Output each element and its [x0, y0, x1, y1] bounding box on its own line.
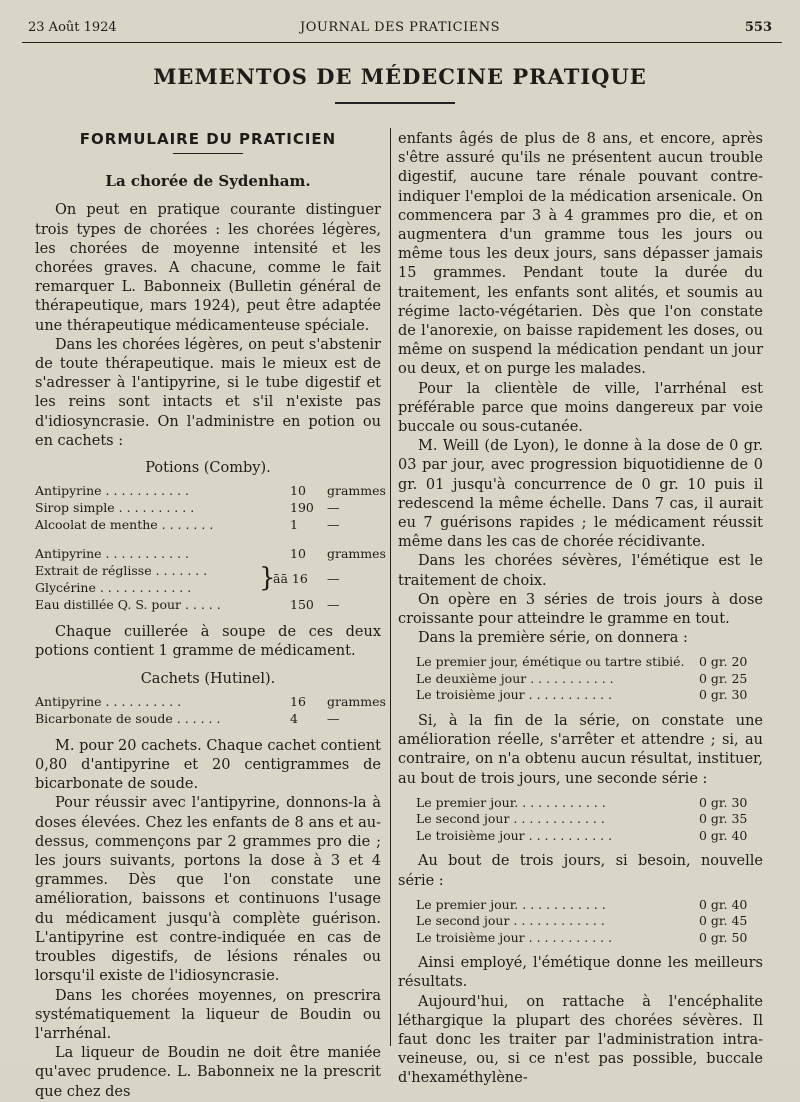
main-title: MEMENTOS DE MÉDECINE PRATIQUE: [153, 64, 647, 89]
cachets-title: Cachets (Hutinel).: [140, 670, 276, 687]
title-rule: [335, 102, 455, 104]
dose-series-2: [416, 795, 763, 845]
left-column: [35, 130, 386, 1102]
formula-row: Antipyrine . . . . . . . . . . . 10 grammes: [35, 483, 386, 499]
paragraph: Dans la première série, on donnera :: [418, 630, 688, 647]
formula-row: Alcoolat de menthe . . . . . . . 1 —: [35, 517, 340, 533]
dose-row: Le deuxième jour . . . . . . . . . . . 0 gr. 25: [416, 670, 748, 686]
header-journal: JOURNAL DES PRATICIENS: [300, 20, 500, 35]
header-date: 23 Août 1924: [28, 20, 117, 35]
paragraph: M. pour 20 cachets. Chaque cachet contient 0,80 d'antipyrine et 20 centigrammes de bicarbonate de soude.: [35, 737, 381, 793]
paragraph: enfants âgés de plus de 8 ans, et encore, après s'être assuré qu'ils ne présentent aucun trouble digestif, aucune tare rénale pouvant contre-indiquer l'emploi de la médication arsenicale. On commencera par 3 à 4 grammes pro die, et on augmentera d'un gramme tous les jours ou même tous les deux jours, sans dépasser jamais 15 grammes. Pendant toute la durée du traitement, les enfants sont alités, et soumis au régime lacto-végétarien. Dès que l'on constate de l'anorexie, on baisse rapidement les doses, ou même on suspend la médication pendant un jour ou deux, et on purge les malades.: [398, 131, 763, 378]
paragraph: Dans les chorées moyennes, on prescrira systématiquement la liqueur de Boudin ou l'arrhénal.: [35, 987, 381, 1042]
right-column: [398, 130, 763, 1089]
paragraph: Ainsi employé, l'émétique donne les meilleurs résultats.: [398, 955, 763, 991]
formula-potion-1: [35, 482, 386, 533]
paragraph: Dans les chorées légères, on peut s'abstenir de toute thérapeutique. mais le mieux est de s'adresser à l'antipyrine, si le tube digestif et les reins sont intacts et s'il n'existe pas d'idiosyncrasie. On l'administre en potion ou en cachets :: [35, 336, 381, 449]
paragraph: Aujourd'hui, on rattache à l'encéphalite léthargique la plupart des chorées sévères. Il faut donc les traiter par l'administration intra-veineuse, ou, si ce n'est pas possible, buccale d'hexaméthylène-: [398, 993, 763, 1087]
formula-row: Antipyrine . . . . . . . . . . 16 grammes: [35, 693, 386, 709]
dose-row: Le premier jour. . . . . . . . . . . . 0 gr. 30: [416, 794, 748, 810]
running-header: [28, 20, 772, 40]
paragraph: On peut en pratique courante distinguer trois types de chorées : les chorées légères, les chorées de moyenne intensité et les chorées graves. A chacune, comme le fait remarquer L. Babonneix (Bulletin général de thérapeutique, mars 1924), peut être adaptée une thérapeutique médicamenteuse spéciale.: [35, 202, 381, 334]
paragraph: Si, à la fin de la série, on constate une amélioration réelle, s'arrêter et attendre ; si, au contraire, on n'a obtenu aucun résultat, instituer, au bout de trois jours, une seconde série :: [398, 712, 763, 787]
paragraph: Dans les chorées sévères, l'émétique est le traitement de choix.: [398, 553, 763, 589]
dose-row: Le troisième jour . . . . . . . . . . . 0 gr. 50: [416, 929, 748, 945]
header-rule: [22, 42, 782, 43]
section-title: FORMULAIRE DU PRATICIEN: [35, 130, 381, 154]
dose-row: Le troisième jour . . . . . . . . . . . 0 gr. 30: [416, 687, 748, 703]
paragraph: La liqueur de Boudin ne doit être maniée qu'avec prudence. L. Babonneix ne la prescrit que chez des: [35, 1045, 381, 1100]
page-number: 553: [744, 20, 772, 35]
dose-row: Le second jour . . . . . . . . . . . . 0 gr. 35: [416, 811, 748, 827]
formula-potion-2: Antipyrine . . . . . . . . . . . 10 grammes Extrait de réglisse . . . . . . . Glycérine . . . . . . . . . . . . } āā 16 — Eau distillée Q. S. pour . . . . . 150 —: [35, 546, 386, 613]
dose-series-3: [416, 897, 763, 947]
paragraph: Chaque cuillerée à soupe de ces deux potions contient 1 gramme de médicament.: [35, 624, 381, 660]
dose-row: Le second jour . . . . . . . . . . . . 0 gr. 45: [416, 913, 748, 929]
formula-cachets: [35, 693, 386, 727]
paragraph: Pour réussir avec l'antipyrine, donnons-la à doses élevées. Chez les enfants de 8 ans et au-dessus, commençons par 2 grammes pro die ; les jours suivants, portons la dose à 3 et 4 grammes. Dès que l'on constate une amélioration, baissons et continuons l'usage du médicament jusqu'à complète guérison. L'antipyrine est contre-indiquée en cas de troubles digestifs, de lésions rénales ou lorsqu'il existe de l'idiosyncrasie.: [35, 795, 381, 985]
dose-row: Le premier jour. . . . . . . . . . . . 0 gr. 40: [416, 896, 748, 912]
dose-row: Le premier jour, émétique ou tartre stibié. 0 gr. 20: [416, 654, 748, 670]
article-subtitle: La chorée de Sydenham.: [105, 172, 311, 191]
formula-row: Sirop simple . . . . . . . . . . 190 —: [35, 500, 340, 516]
potions-title: Potions (Comby).: [145, 460, 271, 477]
paragraph: M. Weill (de Lyon), le donne à la dose de 0 gr. 03 par jour, avec progression biquotidienne de 0 gr. 01 jusqu'à concurrence de 0 gr. 10 puis il redescend la même échelle. Dans 7 cas, il aurait eu 7 guérisons rapides ; le médicament réussit même dans les cas de chorée récidivante.: [398, 438, 763, 551]
formula-row: Bicarbonate de soude . . . . . . 4 —: [35, 710, 340, 726]
paragraph: Pour la clientèle de ville, l'arrhénal est préférable parce que moins dangereux par voie buccale ou sous-cutanée.: [398, 380, 763, 436]
paragraph: Au bout de trois jours, si besoin, nouvelle série :: [398, 853, 763, 889]
column-divider: [390, 128, 391, 1046]
paragraph: On opère en 3 séries de trois jours à dose croissante pour atteindre le gramme en tout.: [398, 591, 763, 628]
dose-series-1: [416, 654, 763, 704]
dose-row: Le troisième jour . . . . . . . . . . . 0 gr. 40: [416, 827, 748, 843]
